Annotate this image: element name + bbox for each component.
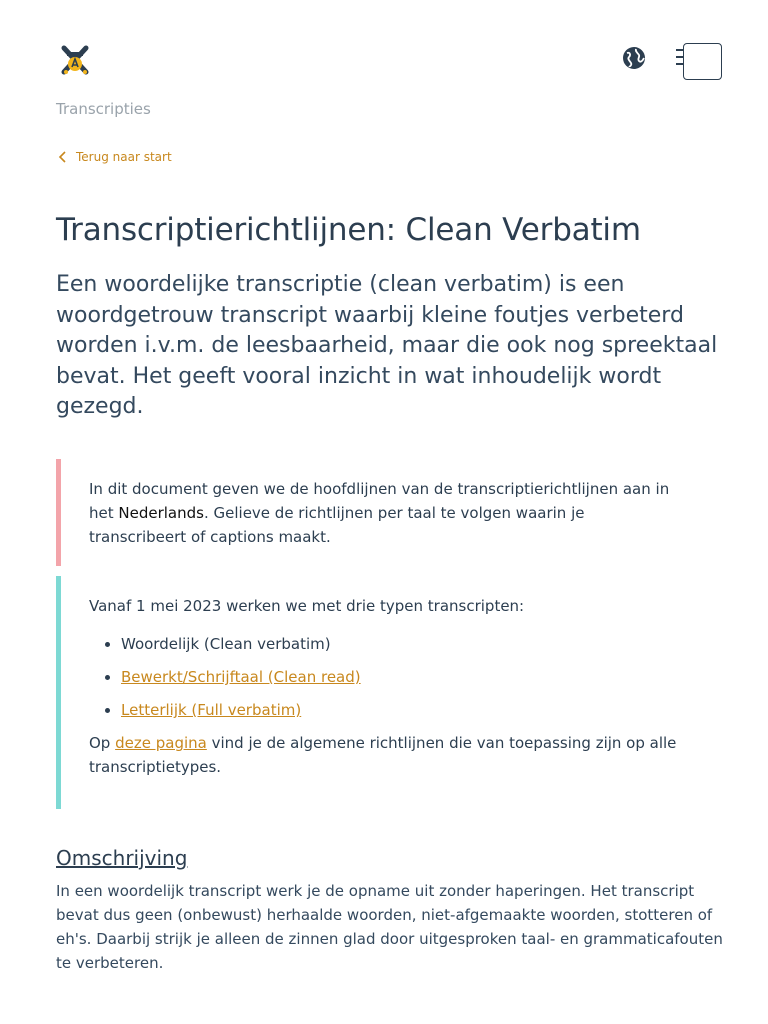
hamburger-menu-button[interactable] [683, 43, 722, 80]
footer-text-before: Op [89, 734, 116, 752]
callout-text-after: . Gelieve de richtlijnen per taal te volgen waarin je transcribeert of captions maakt. [89, 504, 585, 546]
types-intro: Vanaf 1 mei 2023 werken we met drie typen transcripten: [89, 597, 525, 615]
list-item [121, 632, 686, 656]
transcript-logo-icon[interactable] [58, 42, 92, 78]
footer-text-after: vind je de algemene richtlijnen die van toepassing zijn op alle transcriptietypes. [89, 734, 677, 776]
callout-text-before: In dit document geven we de hoofdlijnen van de transcriptierichtlijnen aan in het [89, 480, 670, 522]
section-text: In een woordelijk transcript werk je de opname uit zonder haperingen. Het transcript bevat dus geen (onbewust) herhaalde woorden, niet-afgemaakte woorden, stotteren of eh's. Daarbij strijk je alleen de zinnen glad door uitgesproken taal- en grammaticafouten te verbeteren. [56, 882, 723, 972]
types-list [89, 632, 686, 722]
type-clean-read-link[interactable]: Bewerkt/Schrijftaal (Clean read) [121, 668, 361, 686]
page-title: Transcriptierichtlijnen: Clean Verbatim [56, 212, 641, 248]
section-title-omschrijving[interactable]: Omschrijving [56, 846, 188, 870]
general-guidelines-link[interactable]: deze pagina [115, 734, 207, 752]
globe-icon[interactable] [622, 46, 646, 70]
page-lead: Een woordelijke transcriptie (clean verbatim) is een woordgetrouw transcript waarbij kleine foutjes verbeterd worden i.v.m. de leesbaarheid, maar die ook nog spreektaal bevat. Het geeft vooral inzicht in wat inhoudelijk wordt gezegd. [56, 272, 718, 419]
list-item [121, 698, 686, 722]
breadcrumb[interactable]: Transcripties [56, 100, 151, 118]
chevron-left-icon [58, 151, 68, 163]
list-item [121, 665, 686, 689]
language-callout-text [89, 477, 686, 549]
type-full-verbatim-link[interactable]: Letterlijk (Full verbatim) [121, 701, 302, 719]
back-link-label: Terug naar start [76, 150, 172, 164]
types-footer [89, 731, 686, 779]
transcript-types-callout [56, 576, 712, 809]
type-clean-verbatim: Woordelijk (Clean verbatim) [121, 635, 331, 653]
language-callout [56, 459, 712, 566]
callout-emphasis-language: Nederlands [118, 504, 204, 522]
back-to-start-link[interactable] [58, 150, 172, 164]
site-header [0, 0, 768, 90]
